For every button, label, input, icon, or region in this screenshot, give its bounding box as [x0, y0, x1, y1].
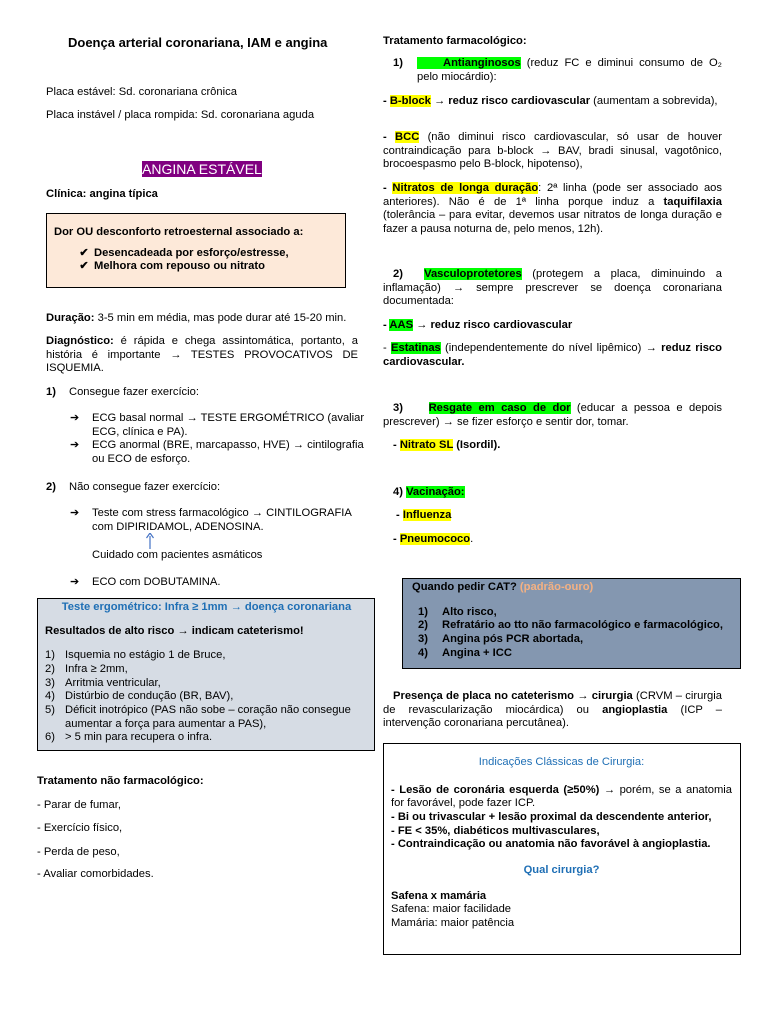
cirurgia-l1: - Lesão de coronária esquerda (≥50%) → porém, se a anatomia for favorável, pode fazer ICP.: [391, 783, 732, 810]
estatinas: - Estatinas (independentemente do nível lipêmico) → reduz risco cardiovascular.: [383, 342, 722, 368]
list-item: 3) Angina pós PCR abortada,: [418, 632, 584, 645]
page-title: Doença arterial coronariana, IAM e angina: [68, 35, 328, 50]
teste-title: Teste ergométrico: Infra ≥ 1mm → doença coronariana: [61, 601, 352, 613]
check-icon: ✔: [79, 246, 89, 259]
list-item: 1) Alto risco,: [418, 605, 497, 618]
dor-item: ✔ Desencadeada por esforço/estresse,: [74, 247, 337, 261]
qual-cirurgia: Qual cirurgia?: [523, 863, 600, 876]
list-item: 4) Distúrbio de condução (BR, BAV),: [45, 690, 234, 703]
section-title: ANGINA ESTÁVEL: [142, 161, 262, 177]
list-item: - Parar de fumar,: [37, 799, 121, 811]
item2-sub1: ➔ Teste com stress farmacológico → CINTILOGRAFIA com DIPIRIDAMOL, ADENOSINA.: [70, 507, 352, 533]
teste-box: [37, 598, 375, 751]
nitratos: - Nitratos de longa duração: 2ª linha (pode ser associado aos anteriores). Não é de 1ª linha porque induz a taquifilaxia (tolerância – para evitar, devemos usar nitratos de longa duração e fazer a pausa noturna de, pelo menos, 12h).: [383, 182, 722, 235]
trat-farm-title: Tratamento farmacológico:: [383, 35, 527, 47]
arrow-right-icon: ➔: [70, 576, 80, 588]
list-item: 5) Déficit inotrópico (PAS não sobe – coração não consegue aumentar a força para aumentar a PAS),: [45, 703, 351, 730]
list-item: ➔ ECG basal normal → TESTE ERGOMÉTRICO (avaliar ECG, clínica e PA).: [70, 412, 365, 438]
list-item: 6) > 5 min para recupera o infra.: [45, 731, 213, 744]
cat-title: Quando pedir CAT?: [412, 581, 517, 593]
clinica: Clínica: angina típica: [46, 188, 158, 200]
item1-sub: [70, 412, 365, 467]
check-icon: ✔: [79, 260, 89, 273]
dor-box: [46, 213, 346, 288]
bcc: - BCC (não diminui risco cardiovascular, só usar de houver contraindicação para b-block → BAV, bradi sinusal, vagotônico, brocoespasmo pelo B-block, hipotenso),: [383, 131, 722, 171]
trat-nao-farm-title: Tratamento não farmacológico:: [37, 775, 204, 787]
list-item: 2) Refratário ao tto não farmacológico e farmacológico,: [418, 619, 723, 632]
cirurgia-l4: - Contraindicação ou anatomia não favorável à angioplastia.: [391, 838, 711, 851]
dor-heading: Dor OU desconforto retroesternal associado a:: [54, 226, 304, 238]
duracao: Duração: 3-5 min em média, mas pode durar até 15-20 min.: [46, 312, 347, 324]
list-item: - Exercício físico,: [37, 822, 123, 834]
list-item: 1) Isquemia no estágio 1 de Bruce,: [45, 649, 226, 662]
cirurgia-l2: - Bi ou trivascular + lesão proximal da descendente anterior,: [391, 810, 712, 823]
cat-title-note: (padrão-ouro): [516, 581, 594, 593]
cirurgia-title: Indicações Clássicas de Cirurgia:: [478, 756, 645, 768]
arrow-up-icon: [146, 533, 154, 549]
list-item: 2) Infra ≥ 2mm,: [45, 662, 128, 675]
item2-note: Cuidado com pacientes asmáticos: [92, 549, 263, 561]
pneumococo: - Pneumococo.: [393, 533, 474, 545]
resgate: 3) Resgate em caso de dor (educar a pessoa e depois prescrever) → se fizer esforço e sentir dor, tomar.: [383, 402, 722, 428]
item2-sub2: ➔ ECO com DOBUTAMINA.: [70, 576, 221, 588]
diagnostico: Diagnóstico: é rápida e chega assintomática, portanto, a história é importante → TESTES PROVOCATIVOS DE ISQUEMIA.: [46, 335, 358, 375]
list-item: 3) Arritmia ventricular,: [45, 676, 161, 689]
item2: 2) Não consegue fazer exercício:: [46, 481, 221, 493]
list-item: - Avaliar comorbidades.: [37, 868, 154, 880]
arrow-right-icon: ➔: [70, 507, 80, 519]
placa-instavel: Placa instável / placa rompida: Sd. coronariana aguda: [46, 109, 315, 121]
cat-box: [402, 578, 741, 669]
antianginosos: 1) Antianginosos (reduz FC e diminui consumo de O₂ pelo miocárdio):: [393, 57, 722, 83]
list-item: ➔ ECG anormal (BRE, marcapasso, HVE) → cintilografia ou ECO de esforço.: [70, 439, 364, 465]
list-item: 4) Angina + ICC: [418, 646, 512, 659]
safena-title: Safena x mamária: [391, 889, 487, 902]
nitrato-sl: - Nitrato SL (Isordil).: [393, 439, 501, 451]
dor-item: ✔ Melhora com repouso ou nitrato: [74, 260, 337, 274]
cirurgia-box: [383, 743, 741, 955]
arrow-right-icon: ➔: [70, 412, 80, 424]
teste-heading: Resultados de alto risco → indicam cateterismo!: [45, 624, 304, 637]
aas: - AAS → reduz risco cardiovascular: [383, 319, 573, 331]
presenca-placa: Presença de placa no cateterismo → cirurgia (CRVM – cirurgia de revascularização miocárdica) ou angioplastia (ICP – intervenção coronariana percutânea).: [383, 690, 722, 730]
arrow-right-icon: ➔: [70, 439, 80, 452]
safena-line: Safena: maior facilidade: [391, 903, 512, 916]
item1: 1) Consegue fazer exercício:: [46, 386, 199, 398]
influenza: - Influenza: [396, 509, 452, 521]
list-item: - Perda de peso,: [37, 846, 120, 858]
mamaria-line: Mamária: maior patência: [391, 916, 515, 929]
bblock: - B-block → reduz risco cardiovascular (aumentam a sobrevida),: [383, 95, 718, 107]
placa-estavel: Placa estável: Sd. coronariana crônica: [46, 86, 237, 98]
vasculoprotetores: 2) Vasculoprotetores (protegem a placa, diminuindo a inflamação) → sempre prescrever se doença coronariana documentada:: [383, 268, 723, 308]
cirurgia-l3: - FE < 35%, diabéticos multivasculares,: [391, 824, 600, 837]
vacinacao: 4) Vacinação:: [393, 486, 465, 498]
